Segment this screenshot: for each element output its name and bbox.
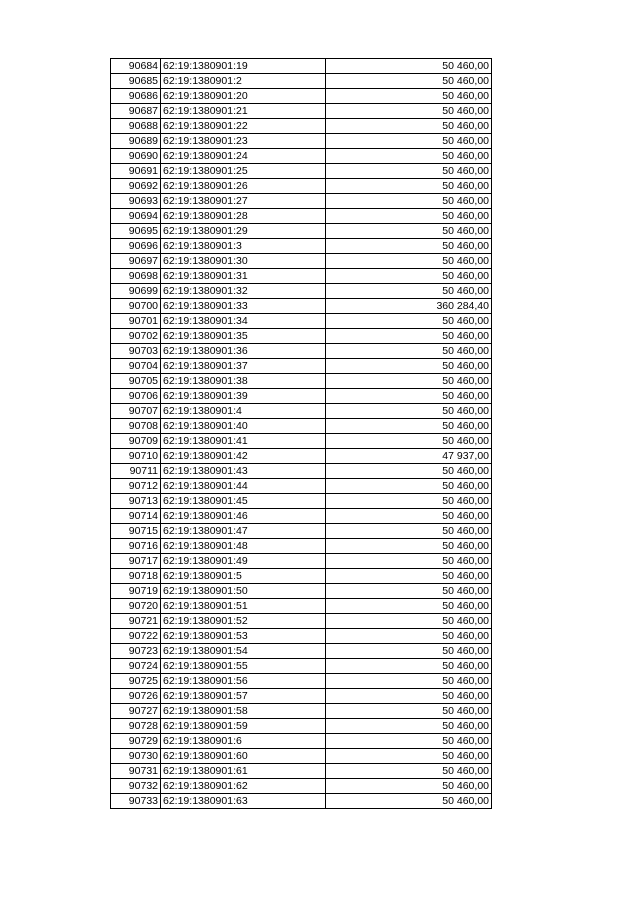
cadastral-value-cell: 50 460,00 — [326, 434, 492, 449]
row-number-cell: 90701 — [111, 314, 161, 329]
cadastral-number-cell: 62:19:1380901:19 — [161, 59, 326, 74]
table-row — [111, 269, 492, 284]
cadastral-number-cell: 62:19:1380901:50 — [161, 584, 326, 599]
table-row — [111, 164, 492, 179]
cadastral-number-cell: 62:19:1380901:36 — [161, 344, 326, 359]
cadastral-value-cell: 50 460,00 — [326, 569, 492, 584]
row-number-cell: 90729 — [111, 734, 161, 749]
table-row — [111, 689, 492, 704]
row-number-cell: 90705 — [111, 374, 161, 389]
row-number-cell: 90699 — [111, 284, 161, 299]
row-number-cell: 90731 — [111, 764, 161, 779]
cadastral-number-cell: 62:19:1380901:51 — [161, 599, 326, 614]
cadastral-value-cell: 50 460,00 — [326, 779, 492, 794]
table-body — [111, 59, 492, 809]
row-number-cell: 90692 — [111, 179, 161, 194]
cadastral-value-cell: 47 937,00 — [326, 449, 492, 464]
table-row — [111, 464, 492, 479]
table-row — [111, 644, 492, 659]
cadastral-number-cell: 62:19:1380901:33 — [161, 299, 326, 314]
cadastral-value-cell: 50 460,00 — [326, 164, 492, 179]
cadastral-number-cell: 62:19:1380901:55 — [161, 659, 326, 674]
row-number-cell: 90693 — [111, 194, 161, 209]
cadastral-value-table — [110, 58, 492, 809]
table-row — [111, 749, 492, 764]
table-row — [111, 584, 492, 599]
table-row — [111, 119, 492, 134]
table-row — [111, 434, 492, 449]
cadastral-number-cell: 62:19:1380901:3 — [161, 239, 326, 254]
cadastral-value-cell: 50 460,00 — [326, 464, 492, 479]
cadastral-value-cell: 50 460,00 — [326, 119, 492, 134]
cadastral-value-cell: 50 460,00 — [326, 134, 492, 149]
cadastral-value-cell: 50 460,00 — [326, 254, 492, 269]
row-number-cell: 90691 — [111, 164, 161, 179]
row-number-cell: 90690 — [111, 149, 161, 164]
cadastral-value-cell: 50 460,00 — [326, 194, 492, 209]
row-number-cell: 90709 — [111, 434, 161, 449]
table-row — [111, 494, 492, 509]
row-number-cell: 90721 — [111, 614, 161, 629]
cadastral-value-cell: 50 460,00 — [326, 419, 492, 434]
cadastral-value-cell: 50 460,00 — [326, 614, 492, 629]
cadastral-number-cell: 62:19:1380901:32 — [161, 284, 326, 299]
cadastral-value-cell: 50 460,00 — [326, 644, 492, 659]
row-number-cell: 90733 — [111, 794, 161, 809]
cadastral-number-cell: 62:19:1380901:48 — [161, 539, 326, 554]
cadastral-number-cell: 62:19:1380901:44 — [161, 479, 326, 494]
table-row — [111, 764, 492, 779]
cadastral-number-cell: 62:19:1380901:42 — [161, 449, 326, 464]
row-number-cell: 90726 — [111, 689, 161, 704]
cadastral-number-cell: 62:19:1380901:20 — [161, 89, 326, 104]
row-number-cell: 90684 — [111, 59, 161, 74]
cadastral-value-cell: 50 460,00 — [326, 794, 492, 809]
cadastral-value-cell: 50 460,00 — [326, 749, 492, 764]
table-row — [111, 344, 492, 359]
row-number-cell: 90732 — [111, 779, 161, 794]
cadastral-value-cell: 360 284,40 — [326, 299, 492, 314]
cadastral-number-cell: 62:19:1380901:24 — [161, 149, 326, 164]
row-number-cell: 90687 — [111, 104, 161, 119]
cadastral-value-cell: 50 460,00 — [326, 359, 492, 374]
cadastral-value-cell: 50 460,00 — [326, 599, 492, 614]
row-number-cell: 90685 — [111, 74, 161, 89]
row-number-cell: 90689 — [111, 134, 161, 149]
cadastral-number-cell: 62:19:1380901:47 — [161, 524, 326, 539]
cadastral-number-cell: 62:19:1380901:38 — [161, 374, 326, 389]
table-row — [111, 314, 492, 329]
row-number-cell: 90704 — [111, 359, 161, 374]
cadastral-value-cell: 50 460,00 — [326, 269, 492, 284]
cadastral-value-cell: 50 460,00 — [326, 584, 492, 599]
cadastral-number-cell: 62:19:1380901:63 — [161, 794, 326, 809]
cadastral-number-cell: 62:19:1380901:2 — [161, 74, 326, 89]
table-row — [111, 329, 492, 344]
cadastral-number-cell: 62:19:1380901:61 — [161, 764, 326, 779]
row-number-cell: 90700 — [111, 299, 161, 314]
cadastral-value-cell: 50 460,00 — [326, 389, 492, 404]
table-row — [111, 404, 492, 419]
cadastral-number-cell: 62:19:1380901:41 — [161, 434, 326, 449]
row-number-cell: 90688 — [111, 119, 161, 134]
cadastral-value-cell: 50 460,00 — [326, 674, 492, 689]
cadastral-number-cell: 62:19:1380901:60 — [161, 749, 326, 764]
row-number-cell: 90703 — [111, 344, 161, 359]
cadastral-number-cell: 62:19:1380901:30 — [161, 254, 326, 269]
cadastral-number-cell: 62:19:1380901:45 — [161, 494, 326, 509]
row-number-cell: 90719 — [111, 584, 161, 599]
cadastral-number-cell: 62:19:1380901:53 — [161, 629, 326, 644]
table-row — [111, 614, 492, 629]
table-row — [111, 149, 492, 164]
cadastral-number-cell: 62:19:1380901:23 — [161, 134, 326, 149]
row-number-cell: 90717 — [111, 554, 161, 569]
table-row — [111, 179, 492, 194]
cadastral-value-cell: 50 460,00 — [326, 149, 492, 164]
table-row — [111, 479, 492, 494]
cadastral-number-cell: 62:19:1380901:25 — [161, 164, 326, 179]
table-row — [111, 719, 492, 734]
cadastral-value-cell: 50 460,00 — [326, 479, 492, 494]
row-number-cell: 90710 — [111, 449, 161, 464]
table-row — [111, 134, 492, 149]
cadastral-number-cell: 62:19:1380901:6 — [161, 734, 326, 749]
table-row — [111, 449, 492, 464]
row-number-cell: 90698 — [111, 269, 161, 284]
row-number-cell: 90706 — [111, 389, 161, 404]
cadastral-value-cell: 50 460,00 — [326, 89, 492, 104]
table-row — [111, 374, 492, 389]
cadastral-number-cell: 62:19:1380901:29 — [161, 224, 326, 239]
table-row — [111, 674, 492, 689]
cadastral-number-cell: 62:19:1380901:4 — [161, 404, 326, 419]
cadastral-number-cell: 62:19:1380901:22 — [161, 119, 326, 134]
table-row — [111, 704, 492, 719]
cadastral-value-cell: 50 460,00 — [326, 659, 492, 674]
table-row — [111, 194, 492, 209]
table-row — [111, 254, 492, 269]
table-row — [111, 599, 492, 614]
row-number-cell: 90728 — [111, 719, 161, 734]
cadastral-value-cell: 50 460,00 — [326, 539, 492, 554]
table-row — [111, 59, 492, 74]
cadastral-value-cell: 50 460,00 — [326, 104, 492, 119]
cadastral-value-cell: 50 460,00 — [326, 524, 492, 539]
cadastral-value-cell: 50 460,00 — [326, 344, 492, 359]
table-row — [111, 299, 492, 314]
table-row — [111, 389, 492, 404]
cadastral-number-cell: 62:19:1380901:57 — [161, 689, 326, 704]
table-row — [111, 89, 492, 104]
table-row — [111, 509, 492, 524]
cadastral-value-cell: 50 460,00 — [326, 209, 492, 224]
cadastral-value-cell: 50 460,00 — [326, 59, 492, 74]
table-row — [111, 209, 492, 224]
cadastral-value-cell: 50 460,00 — [326, 704, 492, 719]
row-number-cell: 90730 — [111, 749, 161, 764]
row-number-cell: 90694 — [111, 209, 161, 224]
row-number-cell: 90686 — [111, 89, 161, 104]
row-number-cell: 90707 — [111, 404, 161, 419]
row-number-cell: 90712 — [111, 479, 161, 494]
table-row — [111, 284, 492, 299]
row-number-cell: 90727 — [111, 704, 161, 719]
table-row — [111, 629, 492, 644]
row-number-cell: 90725 — [111, 674, 161, 689]
cadastral-value-cell: 50 460,00 — [326, 224, 492, 239]
cadastral-value-cell: 50 460,00 — [326, 689, 492, 704]
table-row — [111, 74, 492, 89]
row-number-cell: 90695 — [111, 224, 161, 239]
cadastral-value-cell: 50 460,00 — [326, 239, 492, 254]
cadastral-value-cell: 50 460,00 — [326, 284, 492, 299]
cadastral-number-cell: 62:19:1380901:49 — [161, 554, 326, 569]
cadastral-number-cell: 62:19:1380901:43 — [161, 464, 326, 479]
cadastral-number-cell: 62:19:1380901:5 — [161, 569, 326, 584]
row-number-cell: 90697 — [111, 254, 161, 269]
row-number-cell: 90723 — [111, 644, 161, 659]
table-row — [111, 239, 492, 254]
table-row — [111, 419, 492, 434]
cadastral-number-cell: 62:19:1380901:37 — [161, 359, 326, 374]
cadastral-number-cell: 62:19:1380901:58 — [161, 704, 326, 719]
cadastral-number-cell: 62:19:1380901:40 — [161, 419, 326, 434]
row-number-cell: 90702 — [111, 329, 161, 344]
table-row — [111, 539, 492, 554]
cadastral-number-cell: 62:19:1380901:35 — [161, 329, 326, 344]
row-number-cell: 90720 — [111, 599, 161, 614]
row-number-cell: 90716 — [111, 539, 161, 554]
row-number-cell: 90696 — [111, 239, 161, 254]
cadastral-number-cell: 62:19:1380901:54 — [161, 644, 326, 659]
row-number-cell: 90713 — [111, 494, 161, 509]
cadastral-value-cell: 50 460,00 — [326, 374, 492, 389]
table-row — [111, 359, 492, 374]
table-row — [111, 779, 492, 794]
cadastral-number-cell: 62:19:1380901:28 — [161, 209, 326, 224]
row-number-cell: 90714 — [111, 509, 161, 524]
table-row — [111, 659, 492, 674]
cadastral-value-cell: 50 460,00 — [326, 764, 492, 779]
cadastral-number-cell: 62:19:1380901:52 — [161, 614, 326, 629]
cadastral-number-cell: 62:19:1380901:31 — [161, 269, 326, 284]
cadastral-value-cell: 50 460,00 — [326, 719, 492, 734]
table-row — [111, 524, 492, 539]
row-number-cell: 90711 — [111, 464, 161, 479]
row-number-cell: 90708 — [111, 419, 161, 434]
cadastral-value-cell: 50 460,00 — [326, 494, 492, 509]
table-row — [111, 554, 492, 569]
cadastral-value-cell: 50 460,00 — [326, 329, 492, 344]
cadastral-number-cell: 62:19:1380901:39 — [161, 389, 326, 404]
cadastral-value-cell: 50 460,00 — [326, 734, 492, 749]
cadastral-value-cell: 50 460,00 — [326, 314, 492, 329]
cadastral-number-cell: 62:19:1380901:26 — [161, 179, 326, 194]
table-row — [111, 104, 492, 119]
cadastral-number-cell: 62:19:1380901:34 — [161, 314, 326, 329]
table-row — [111, 569, 492, 584]
cadastral-number-cell: 62:19:1380901:27 — [161, 194, 326, 209]
row-number-cell: 90715 — [111, 524, 161, 539]
table-row — [111, 794, 492, 809]
cadastral-value-cell: 50 460,00 — [326, 74, 492, 89]
cadastral-number-cell: 62:19:1380901:59 — [161, 719, 326, 734]
cadastral-value-cell: 50 460,00 — [326, 554, 492, 569]
cadastral-number-cell: 62:19:1380901:46 — [161, 509, 326, 524]
row-number-cell: 90722 — [111, 629, 161, 644]
cadastral-value-cell: 50 460,00 — [326, 629, 492, 644]
row-number-cell: 90724 — [111, 659, 161, 674]
cadastral-value-cell: 50 460,00 — [326, 509, 492, 524]
row-number-cell: 90718 — [111, 569, 161, 584]
cadastral-number-cell: 62:19:1380901:21 — [161, 104, 326, 119]
cadastral-number-cell: 62:19:1380901:62 — [161, 779, 326, 794]
table-row — [111, 224, 492, 239]
cadastral-value-cell: 50 460,00 — [326, 179, 492, 194]
cadastral-value-cell: 50 460,00 — [326, 404, 492, 419]
table-row — [111, 734, 492, 749]
cadastral-number-cell: 62:19:1380901:56 — [161, 674, 326, 689]
